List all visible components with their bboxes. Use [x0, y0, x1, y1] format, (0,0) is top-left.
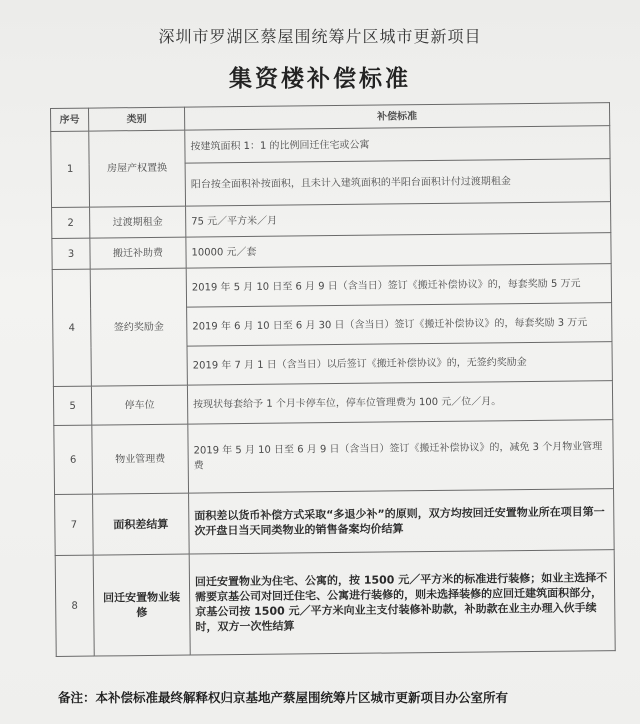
header-standard: 补偿标准 [184, 103, 609, 130]
table-row [55, 550, 615, 657]
row-standard: 75 元／平方米／月 [186, 202, 611, 237]
table-row [52, 264, 611, 309]
table-row [53, 381, 612, 426]
row-standard: 按现状每套给予 1 个月卡停车位，停车位管理费为 100 元／位／月。 [187, 381, 612, 424]
row-category: 过渡期租金 [90, 206, 186, 238]
row-standard: 阳台按全面积补按面积，且未计入建筑面积的半阳台面积计付过渡期租金 [185, 159, 610, 206]
row-number: 4 [52, 269, 91, 386]
header-no: 序号 [51, 108, 89, 131]
row-number: 7 [55, 494, 94, 555]
row-category: 停车位 [91, 385, 187, 425]
row-number: 5 [53, 386, 91, 425]
row-standard: 2019 年 6 月 10 日至 6 月 30 日（含当日）签订《搬迁补偿协议》的，每套奖励 3 万元 [187, 303, 612, 346]
document-title: 深圳市罗湖区蔡屋围统筹片区城市更新项目 [158, 27, 482, 46]
table-row [54, 420, 614, 495]
row-category: 搬迁补助费 [90, 237, 186, 269]
row-number: 6 [54, 425, 93, 494]
row-number: 2 [52, 207, 90, 238]
row-number: 3 [52, 238, 90, 269]
row-category: 物业管理费 [92, 424, 189, 494]
row-category: 回迁安置物业装修 [93, 554, 190, 656]
row-number: 8 [55, 555, 94, 656]
row-standard: 按建筑面积 1：1 的比例回迁住宅或公寓 [185, 126, 610, 163]
header-category: 类别 [89, 107, 185, 131]
table-row [55, 489, 615, 556]
row-standard: 10000 元／套 [186, 233, 611, 268]
row-standard: 回迁安置物业为住宅、公寓的，按 1500 元／平方米的标准进行装修；如业主选择不需要京基公司对回迁住宅、公寓进行装修的，则未选择装修的应回迁建筑面积部分，京基公司按 1500 元／平方米向业主支付装修补助款，补助款在业主办理入伙手续时，双方一次性结算 [189, 550, 615, 655]
row-standard: 2019 年 5 月 10 日至 6 月 9 日（含当日）签订《搬迁补偿协议》的，每套奖励 5 万元 [186, 264, 611, 307]
row-category: 签约奖励金 [90, 268, 187, 386]
row-standard: 面积差以货币补偿方式采取“多退少补”的原则，双方均按回迁安置物业所在项目第一次开盘日当天同类物业的销售备案均价结算 [189, 489, 615, 554]
compensation-table [50, 102, 616, 657]
row-number: 1 [51, 131, 90, 207]
row-standard: 2019 年 5 月 10 日至 6 月 9 日（含当日）签订《搬迁补偿协议》的，减免 3 个月物业管理费 [188, 420, 614, 493]
row-standard: 2019 年 7 月 1 日（含当日）以后签订《搬迁补偿协议》的，无签约奖励金 [187, 342, 612, 385]
row-category: 面积差结算 [93, 493, 190, 555]
footnote: 备注：本补偿标准最终解释权归京基地产蔡屋围统筹片区城市更新项目办公室所有 [58, 690, 509, 705]
document-subtitle: 集资楼补偿标准 [229, 66, 411, 92]
row-category: 房屋产权置换 [89, 130, 186, 207]
